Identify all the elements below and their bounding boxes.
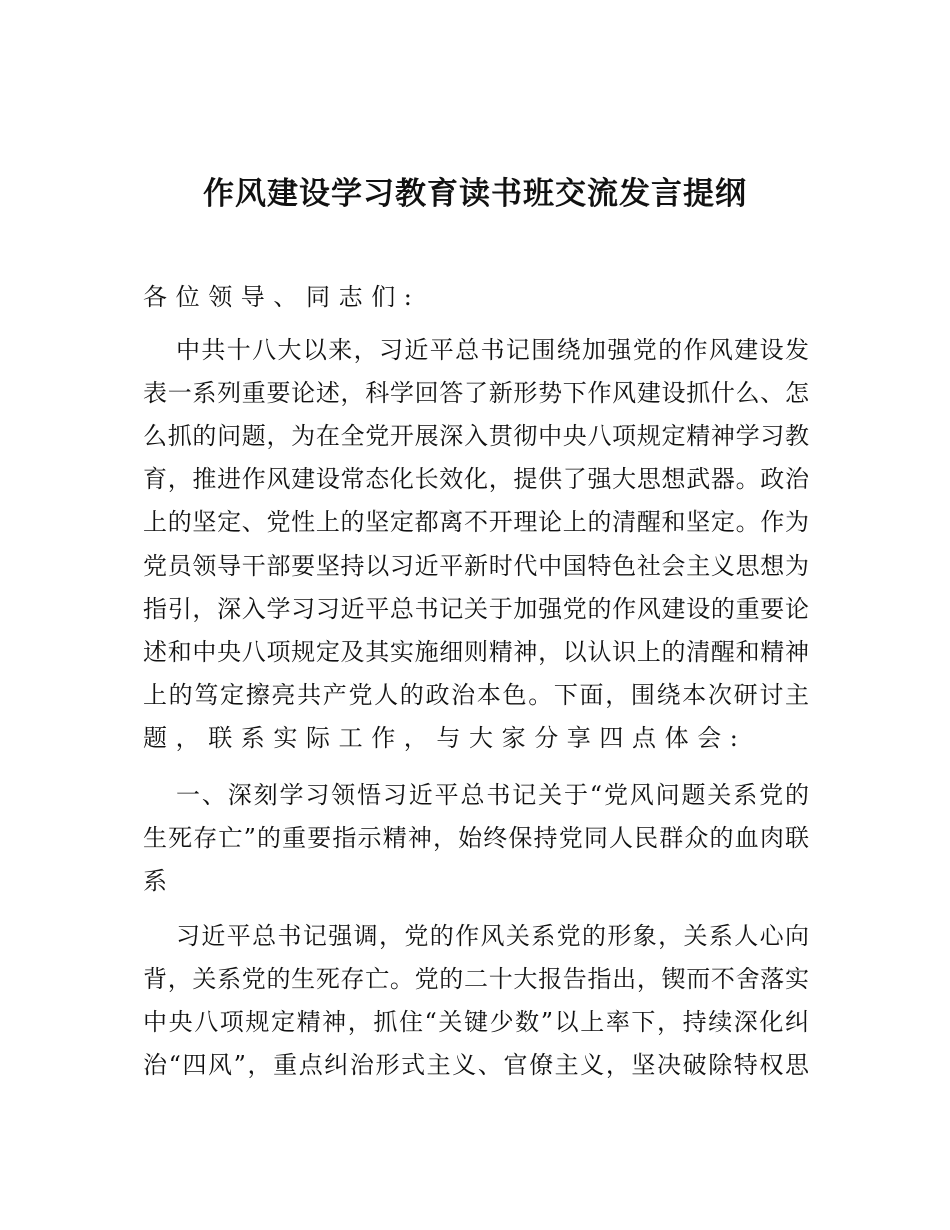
paragraph-1-line: 么抓的问题，为在全党开展深入贯彻中央八项规定精神学习教 — [143, 422, 809, 451]
paragraph-3-line: 习近平总书记强调，党的作风关系党的形象，关系人心向 — [176, 922, 809, 950]
paragraph-1-line: 述和中央八项规定及其实施细则精神，以认识上的清醒和精神 — [143, 637, 809, 666]
greeting: 各位领导、同志们: — [143, 283, 421, 311]
paragraph-1-line: 题，联系实际工作，与大家分享四点体会: — [143, 723, 747, 752]
paragraph-2-line: 一、深刻学习领悟习近平总书记关于“党风问题关系党的 — [176, 781, 809, 809]
paragraph-1-line: 表一系列重要论述，科学回答了新形势下作风建设抓什么、怎 — [143, 379, 809, 408]
paragraph-1-line: 上的笃定擦亮共产党人的政治本色。下面，围绕本次研讨主 — [143, 680, 809, 709]
paragraph-1-line: 党员领导干部要坚持以习近平新时代中国特色社会主义思想为 — [143, 551, 809, 580]
paragraph-1-line: 中共十八大以来，习近平总书记围绕加强党的作风建设发 — [176, 336, 809, 364]
paragraph-3-line: 背，关系党的生死存亡。党的二十大报告指出，锲而不舍落实 — [143, 965, 809, 994]
paragraph-3-line: 治“四风”，重点纠治形式主义、官僚主义，坚决破除特权思 — [143, 1051, 809, 1080]
paragraph-1-line: 上的坚定、党性上的坚定都离不开理论上的清醒和坚定。作为 — [143, 508, 809, 537]
paragraph-2-line: 系 — [143, 867, 176, 896]
paragraph-1-line: 指引，深入学习习近平总书记关于加强党的作风建设的重要论 — [143, 594, 809, 623]
paragraph-3-line: 中央八项规定精神，抓住“关键少数”以上率下，持续深化纠 — [143, 1008, 809, 1037]
document-title: 作风建设学习教育读书班交流发言提纲 — [203, 176, 747, 212]
paragraph-1-line: 育，推进作风建设常态化长效化，提供了强大思想武器。政治 — [143, 465, 809, 494]
paragraph-2-line: 生死存亡”的重要指示精神，始终保持党同人民群众的血肉联 — [143, 824, 809, 853]
